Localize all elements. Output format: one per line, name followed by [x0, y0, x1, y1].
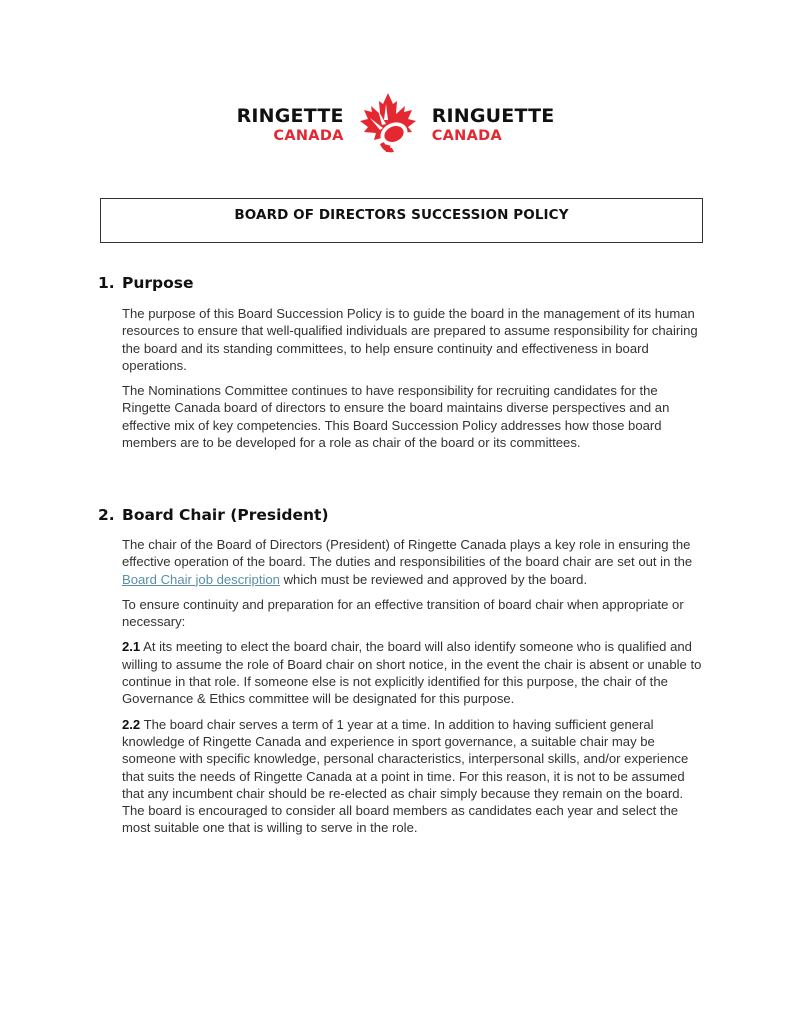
- logo-right-word: RINGUETTE: [431, 104, 555, 127]
- paragraph: The Nominations Committee continues to have responsibility for recruiting candidates for the Ringette Canada board of directors to ensure the board maintains diverse perspectives and an effective mix of key competencies. This Board Succession Policy addresses how those board members are to be developed for a role as chair of the board or its committees.: [122, 383, 670, 451]
- section-body: [122, 305, 702, 451]
- section-title: Board Chair (President): [122, 506, 329, 524]
- paragraph: To ensure continuity and preparation for an effective transition of board chair when appropriate or necessary:: [122, 596, 684, 630]
- logo-right-sub: CANADA: [431, 127, 502, 144]
- board-chair-job-description-link[interactable]: Board Chair job description: [122, 571, 280, 587]
- document-title: BOARD OF DIRECTORS SUCCESSION POLICY: [234, 207, 569, 223]
- paragraph-text: The chair of the Board of Directors (President) of Ringette Canada plays a key role in ensuring the effective operation of the board. The duties and responsibilities of the board chair are set out in the: [122, 537, 693, 570]
- section-title: Purpose: [122, 274, 194, 292]
- paragraph-text: which must be reviewed and approved by the board.: [279, 571, 588, 587]
- section-purpose: [98, 274, 708, 459]
- section-board-chair: [98, 506, 708, 845]
- section-number: 2.: [98, 506, 115, 524]
- section-heading: [98, 274, 708, 292]
- clause-2-2: [122, 716, 702, 837]
- section-body: [122, 536, 702, 837]
- section-heading: [98, 506, 708, 524]
- logo-left-sub: CANADA: [273, 127, 344, 144]
- clause-label: 2.2: [122, 716, 141, 732]
- logo-english: [236, 104, 344, 144]
- section-number: 1.: [98, 274, 115, 292]
- organization-logo: [0, 92, 791, 158]
- paragraph: The purpose of this Board Succession Policy is to guide the board in the management of its human resources to ensure that well-qualified individuals are prepared to assume responsibility for chairing the board and its standing committees, to help ensure continuity and effectiveness in board operations.: [122, 306, 698, 373]
- paragraph: [122, 536, 702, 588]
- clause-2-1: [122, 638, 702, 707]
- logo-french: [431, 104, 555, 144]
- logo-left-word: RINGETTE: [236, 104, 344, 127]
- clause-label: 2.1: [122, 639, 141, 655]
- clause-text: At its meeting to elect the board chair, the board will also identify someone who is qualified and willing to assume the role of Board chair on short notice, in the event the chair is absent or unable to continue in that role. If someone else is not explicitly identified for this purpose, the chair of the Governance & Ethics committee will be designated for this purpose.: [122, 639, 702, 707]
- maple-leaf-ringette-ring-icon: [350, 92, 426, 158]
- clause-text: The board chair serves a term of 1 year at a time. In addition to having sufficient general knowledge of Ringette Canada and experience in sport governance, a suitable chair may be someone with specific knowledge, personal characteristics, interpersonal skills, and/or experience that suits the needs of Ringette Canada at a point in time. For this reason, it is not to be assumed that any incumbent chair should be re-elected as chair simply because they remain on the board. The board is encouraged to consider all board members as candidates each year and select the most suitable one that is willing to serve in the role.: [122, 716, 689, 836]
- document-title-box: [100, 198, 703, 243]
